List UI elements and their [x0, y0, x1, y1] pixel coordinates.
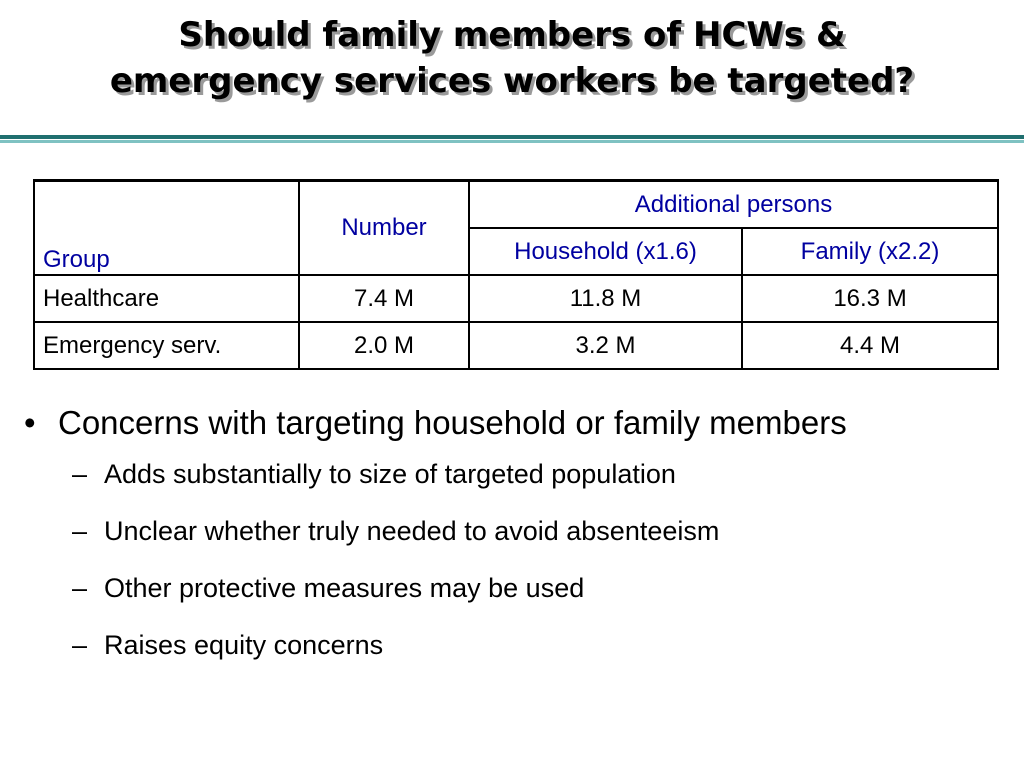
- table-row: [34, 275, 998, 322]
- sub-bullet-text: Other protective measures may be used: [104, 573, 585, 603]
- title-divider-light: [0, 140, 1024, 143]
- header-number: Number: [299, 181, 469, 276]
- cell-household: 3.2 M: [469, 322, 742, 369]
- dash-icon: –: [72, 630, 88, 660]
- cell-household: 11.8 M: [469, 275, 742, 322]
- table-row: [34, 322, 998, 369]
- cell-group: Healthcare: [34, 275, 299, 322]
- slide-title-line-2: emergency services workers be targeted?: [109, 61, 915, 101]
- main-bullet-text: Concerns with targeting household or family members: [58, 404, 847, 441]
- targeted-population-table: [33, 179, 999, 370]
- cell-number: 2.0 M: [299, 322, 469, 369]
- bullet-list: [24, 400, 1024, 674]
- header-household: Household (x1.6): [469, 228, 742, 275]
- bullet-dot-icon: •: [24, 404, 36, 441]
- header-group: Group: [34, 181, 299, 276]
- sub-bullet: [72, 617, 1024, 674]
- header-family: Family (x2.2): [742, 228, 998, 275]
- sub-bullet-text: Adds substantially to size of targeted population: [104, 459, 676, 489]
- cell-number: 7.4 M: [299, 275, 469, 322]
- main-bullet: [24, 400, 1024, 446]
- slide-title: [0, 12, 1024, 104]
- dash-icon: –: [72, 573, 88, 603]
- dash-icon: –: [72, 516, 88, 546]
- sub-bullet: [72, 560, 1024, 617]
- sub-bullet: [72, 446, 1024, 503]
- header-additional-persons: Additional persons: [469, 181, 998, 229]
- dash-icon: –: [72, 459, 88, 489]
- title-divider-dark: [0, 135, 1024, 139]
- cell-group: Emergency serv.: [34, 322, 299, 369]
- table-header-row-1: [34, 181, 998, 229]
- sub-bullet: [72, 503, 1024, 560]
- slide-title-line-1: Should family members of HCWs &: [178, 15, 846, 55]
- sub-bullet-text: Raises equity concerns: [104, 630, 384, 660]
- cell-family: 4.4 M: [742, 322, 998, 369]
- sub-bullet-text: Unclear whether truly needed to avoid absenteeism: [104, 516, 720, 546]
- cell-family: 16.3 M: [742, 275, 998, 322]
